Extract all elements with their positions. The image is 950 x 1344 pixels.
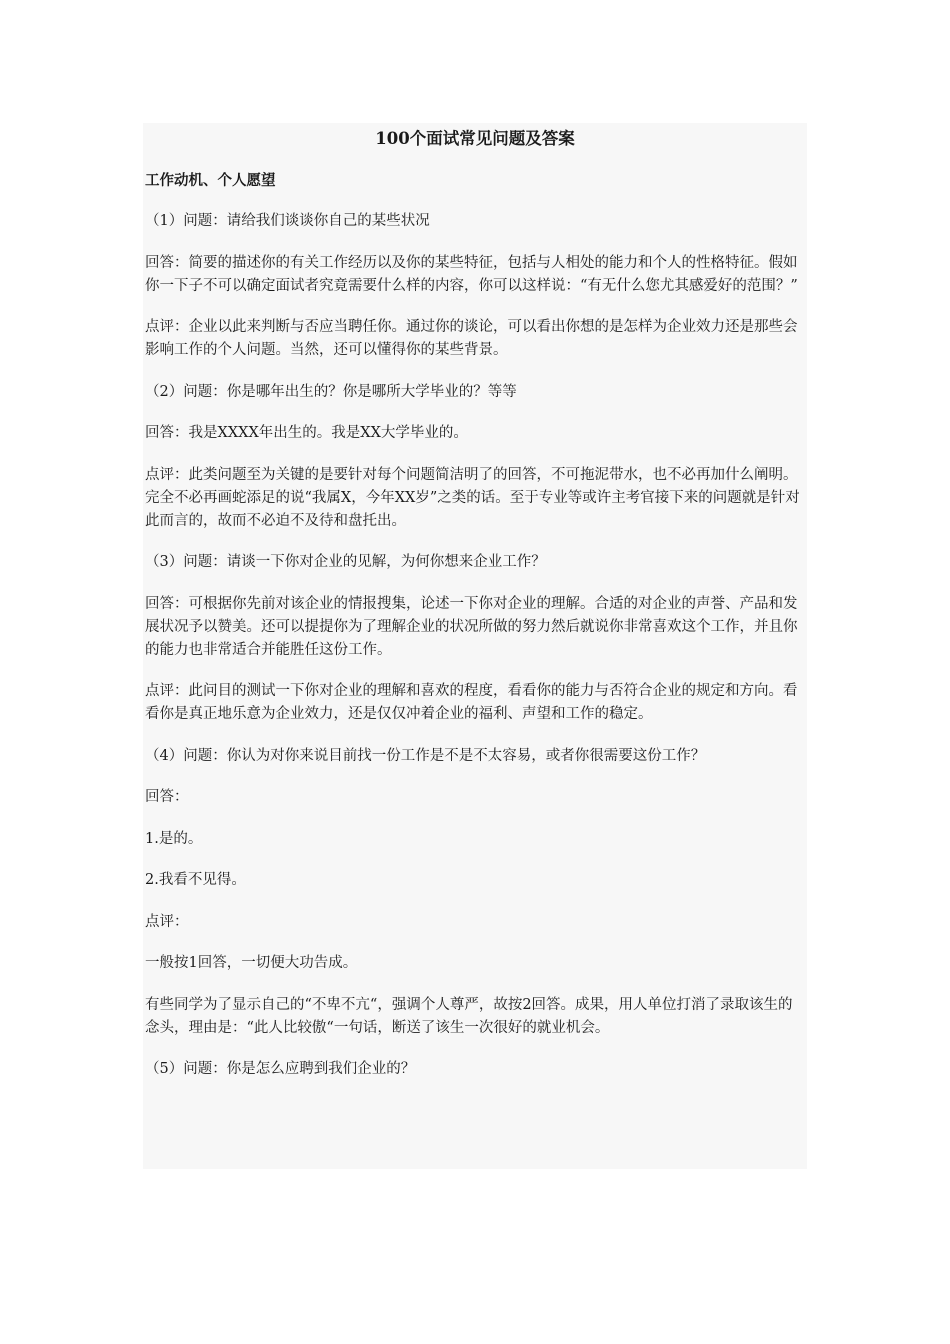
document-page <box>143 123 807 1169</box>
answer-1: 回答：简要的描述你的有关工作经历以及你的某些特征，包括与人相处的能力和个人的性格特征。假如你一下子不可以确定面试者究竟需要什么样的内容，你可以这样说：“有无什么您尤其感爱好的范围？” <box>145 254 798 294</box>
comment-3: 点评：此问目的测试一下你对企业的理解和喜欢的程度，看看你的能力与否符合企业的规定和方向。看看你是真正地乐意为企业效力，还是仅仅冲着企业的福利、声望和工作的稳定。 <box>145 683 798 722</box>
answer-4-option-1: 1.是的。 <box>145 830 203 847</box>
comment-1: 点评：企业以此来判断与否应当聘任你。通过你的谈论，可以看出你想的是怎样为企业效力还是那些会影响工作的个人问题。当然，还可以懂得你的某些背景。 <box>145 319 798 358</box>
comment-4-label: 点评： <box>145 913 189 930</box>
comment-2: 点评：此类问题至为关键的是要针对每个问题简洁明了的回答，不可拖泥带水，也不必再加什么阐明。完全不必再画蛇添足的说“我属X，今年XX岁”之类的话。至于专业等或许主考官接下来的问题就是针对此而言的，故而不必迫不及待和盘托出。 <box>145 466 800 529</box>
comment-4-line-1: 一般按1回答，一切便大功告成。 <box>145 955 358 971</box>
answer-3: 回答：可根据你先前对该企业的情报搜集，论述一下你对企业的理解。合适的对企业的声誉、产品和发展状况予以赞美。还可以提提你为了理解企业的状况所做的努力然后就说你非常喜欢这个工作，并且你的能力也非常适合并能胜任这份工作。 <box>145 595 798 658</box>
comment-4-line-2: 有些同学为了显示自己的“不卑不亢“，强调个人尊严，故按2回答。成果，用人单位打消了录取该生的念头，理由是：“此人比较傲“一句话，断送了该生一次很好的就业机会。 <box>145 996 793 1036</box>
answer-4-label: 回答： <box>145 789 189 805</box>
question-1: （1）问题：请给我们谈谈你自己的某些状况 <box>145 213 430 229</box>
answer-4-option-2: 2.我看不见得。 <box>145 872 246 888</box>
section-heading: 工作动机、个人愿望 <box>145 172 276 189</box>
question-2: （2）问题：你是哪年出生的？你是哪所大学毕业的？等等 <box>145 383 517 400</box>
answer-2: 回答：我是XXXX年出生的。我是XX大学毕业的。 <box>145 425 468 441</box>
question-3: （3）问题：请谈一下你对企业的见解，为何你想来企业工作？ <box>145 554 546 570</box>
document-title: 100个面试常见问题及答案 <box>375 129 575 148</box>
question-5: （5）问题：你是怎么应聘到我们企业的？ <box>145 1061 416 1077</box>
question-4: （4）问题：你认为对你来说目前找一份工作是不是不太容易，或者你很需要这份工作？ <box>145 747 706 764</box>
